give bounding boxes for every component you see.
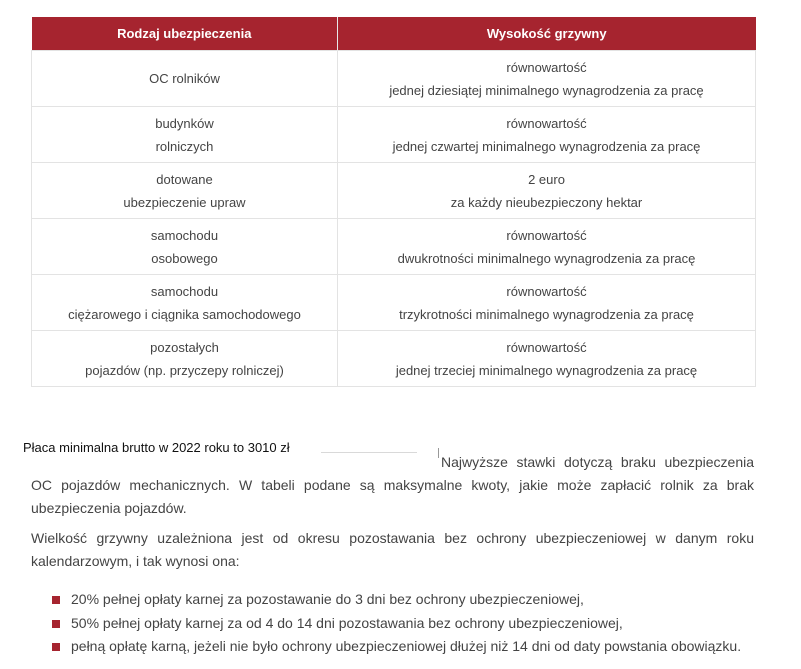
fine-amount-cell — [338, 51, 756, 107]
cell-line: dotowane — [156, 171, 213, 187]
insurance-type-cell — [32, 51, 338, 107]
insurance-type-cell — [32, 275, 338, 331]
cell-line: równowartość — [506, 339, 587, 355]
cell-line: równowartość — [506, 283, 587, 299]
cell-line: samochodu — [150, 227, 219, 243]
table-row — [32, 219, 756, 275]
insurance-type-cell — [32, 163, 338, 219]
cell-line: pozostałych — [150, 339, 219, 355]
table-header-row — [32, 17, 756, 51]
list-item — [52, 588, 741, 612]
table-row — [32, 331, 756, 387]
square-bullet-icon — [52, 643, 60, 651]
table-row — [32, 107, 756, 163]
minimum-wage-caption: Płaca minimalna brutto w 2022 roku to 3010 zł — [23, 440, 290, 455]
cell-line: równowartość — [506, 59, 587, 75]
fine-amount-cell — [338, 331, 756, 387]
list-item — [52, 612, 741, 636]
table-row — [32, 163, 756, 219]
cell-line: jednej dziesiątej minimalnego wynagrodzenia za pracę — [389, 82, 704, 98]
cell-line: jednej trzeciej minimalnego wynagrodzenia za pracę — [395, 362, 698, 378]
fine-rates-list — [52, 588, 741, 659]
cell-line: równowartość — [506, 115, 587, 131]
cell-line: rolniczych — [155, 138, 214, 154]
cell-line: ciężarowego i ciągnika samochodowego — [68, 306, 301, 322]
cell-line: samochodu — [150, 283, 219, 299]
fines-table — [31, 17, 756, 387]
cell-line: ubezpieczenie upraw — [123, 194, 246, 210]
insurance-type-cell — [32, 331, 338, 387]
fine-amount-cell — [338, 107, 756, 163]
table-row — [32, 275, 756, 331]
cell-line: trzykrotności minimalnego wynagrodzenia za pracę — [399, 306, 694, 322]
cell-line: równowartość — [506, 227, 587, 243]
cell-line: budynków — [155, 115, 214, 131]
list-item-text: pełną opłatę karną, jeżeli nie było ochrony ubezpieczeniowej dłużej niż 14 dni od daty powstania obowiązku. — [71, 638, 742, 654]
cell-line: osobowego — [151, 250, 218, 266]
header-fine-amount: Wysokość grzywny — [338, 17, 756, 51]
cell-line: pojazdów (np. przyczepy rolniczej) — [85, 362, 284, 378]
fine-amount-cell — [338, 163, 756, 219]
intro-paragraph: Najwyższe stawki dotyczą braku ubezpieczenia OC pojazdów mechanicznych. W tabeli podane są maksymalne kwoty, jakie może zapłacić rolnik za brak ubezpieczenia pojazdów. — [31, 454, 754, 516]
cell-line: za każdy nieubezpieczony hektar — [450, 194, 643, 210]
fine-duration-paragraph: Wielkość grzywny uzależniona jest od okresu pozostawania bez ochrony ubezpieczeniowej w danym roku kalendarzowym, i tak wynosi ona: — [31, 530, 754, 569]
cell-line: jednej czwartej minimalnego wynagrodzenia za pracę — [392, 138, 701, 154]
fine-amount-cell — [338, 219, 756, 275]
cell-line: dwukrotności minimalnego wynagrodzenia za pracę — [397, 250, 696, 266]
header-insurance-type: Rodzaj ubezpieczenia — [32, 17, 338, 51]
insurance-type-cell — [32, 219, 338, 275]
list-item-text: 20% pełnej opłaty karnej za pozostawanie do 3 dni bez ochrony ubezpieczeniowej, — [71, 591, 584, 607]
table-row — [32, 51, 756, 107]
list-item-text: 50% pełnej opłaty karnej za od 4 do 14 dni pozostawania bez ochrony ubezpieczeniowej, — [71, 614, 623, 631]
cell-line: OC rolników — [149, 71, 220, 86]
square-bullet-icon — [52, 596, 60, 604]
list-item — [52, 635, 741, 659]
fine-amount-cell — [338, 275, 756, 331]
insurance-type-cell — [32, 107, 338, 163]
square-bullet-icon — [52, 620, 60, 628]
cell-line: 2 euro — [528, 171, 565, 187]
